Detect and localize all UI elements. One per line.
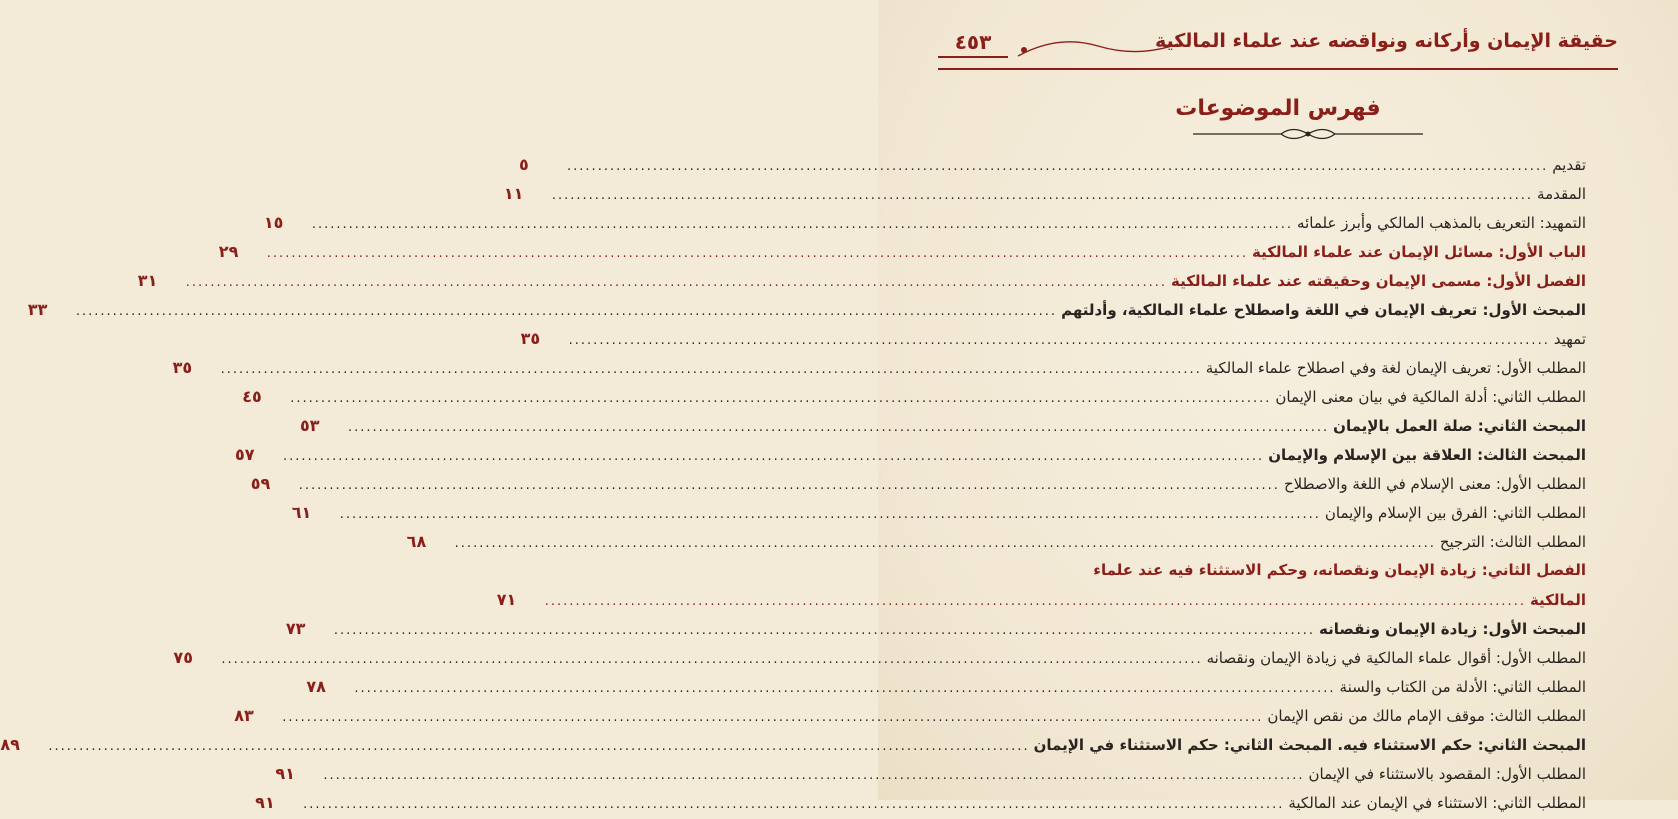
dot-leader — [312, 210, 1293, 239]
toc-entry[interactable] — [250, 469, 1586, 498]
toc-list — [0, 150, 1586, 817]
toc-entry[interactable] — [496, 556, 1586, 614]
dot-leader — [334, 616, 1315, 645]
toc-entry[interactable] — [300, 411, 1586, 440]
toc-entry[interactable] — [172, 353, 1586, 382]
dot-leader — [221, 355, 1202, 384]
toc-page-number: ٣٥ — [172, 358, 193, 377]
dot-leader — [290, 384, 1271, 413]
toc-entry-label: المبحث الثاني: حكم الاستثناء فيه. المبحث الثاني: حكم الاستثناء في الإيمان — [1033, 736, 1586, 754]
toc-entry-label: المطلب الثاني: الاستثناء في الإيمان عند المالكية — [1288, 794, 1586, 812]
dot-leader — [340, 500, 1321, 529]
toc-entry-label: تمهيد — [1553, 330, 1586, 348]
toc-entry[interactable] — [0, 730, 1586, 759]
page-number: ٤٥٣ — [938, 30, 1008, 58]
toc-entry[interactable] — [218, 237, 1586, 266]
toc-entry[interactable] — [406, 527, 1586, 556]
dot-leader — [267, 239, 1248, 268]
toc-entry[interactable] — [291, 498, 1586, 527]
toc-page-number: ٢٩ — [218, 242, 239, 261]
toc-entry-label: تقديم — [1552, 156, 1586, 174]
dot-leader — [569, 326, 1550, 355]
toc-entry-label: المبحث الثاني: صلة العمل بالإيمان — [1333, 417, 1586, 435]
dot-leader — [545, 587, 1526, 616]
dot-leader — [552, 181, 1533, 210]
toc-page-number: ١٥ — [263, 213, 284, 232]
toc-entry-label: المبحث الثالث: العلاقة بين الإسلام والإيمان — [1268, 446, 1586, 464]
toc-entry-label: المطلب الأول: المقصود بالاستثناء في الإيمان — [1308, 765, 1586, 783]
toc-page-number: ٤٥ — [242, 387, 262, 406]
toc-entry-label: المطلب الأول: تعريف الإيمان لغة وفي اصطلاح علماء المالكية — [1205, 359, 1586, 377]
toc-entry[interactable] — [27, 295, 1586, 324]
toc-page-number: ٥٧ — [235, 445, 255, 464]
toc-page-number: ٣٣ — [27, 300, 48, 319]
toc-page-number: ٨٣ — [234, 706, 254, 725]
toc-entry-label: التمهيد: التعريف بالمذهب المالكي وأبرز علمائه — [1297, 214, 1586, 232]
toc-page-number: ٥ — [519, 155, 529, 174]
toc-page-number: ٦٨ — [406, 532, 427, 551]
toc-entry[interactable] — [235, 440, 1586, 469]
toc-entry-label-continued: المالكية — [1529, 591, 1586, 609]
dot-leader — [348, 413, 1329, 442]
dot-leader — [299, 471, 1280, 500]
toc-entry-label: الفصل الثاني: زيادة الإيمان ونقصانه، وحكم الاستثناء فيه عند علماء — [1093, 561, 1586, 579]
toc-page-number: ٧٣ — [285, 619, 306, 638]
dot-leader — [567, 152, 1548, 181]
toc-entry-label: المطلب الثالث: الترجيح — [1439, 533, 1586, 551]
toc-title: فهرس الموضوعات — [1175, 96, 1381, 121]
toc-entry[interactable] — [173, 643, 1586, 672]
toc-page-number: ٧١ — [496, 590, 517, 609]
toc-page-number: ٧٨ — [306, 677, 326, 696]
toc-entry[interactable] — [242, 382, 1586, 411]
toc-page-number: ١١ — [503, 184, 524, 203]
toc-page-number: ٨٩ — [0, 735, 20, 754]
toc-entry[interactable] — [285, 614, 1586, 643]
toc-page-number: ٦١ — [291, 503, 312, 522]
dot-leader — [283, 442, 1264, 471]
dot-leader — [282, 703, 1263, 732]
dot-leader — [323, 761, 1304, 790]
toc-entry-label: المبحث الأول: تعريف الإيمان في اللغة واصطلاح علماء المالكية، وأدلتهم — [1061, 301, 1586, 319]
toc-entry-label: المطلب الأول: أقوال علماء المالكية في زيادة الإيمان ونقصانه — [1206, 649, 1586, 667]
dot-leader — [455, 529, 1436, 558]
header-ornament-icon — [1018, 26, 1558, 62]
toc-page-number: ٩١ — [275, 764, 295, 783]
dot-leader — [303, 790, 1284, 819]
toc-entry-label: المبحث الأول: زيادة الإيمان ونقصانه — [1319, 620, 1586, 638]
toc-page-number: ٥٩ — [250, 474, 271, 493]
toc-page-number: ٣٥ — [520, 329, 541, 348]
toc-entry-label: المطلب الأول: معنى الإسلام في اللغة والاصطلاح — [1283, 475, 1586, 493]
toc-entry[interactable] — [519, 150, 1586, 179]
toc-entry-label: المقدمة — [1537, 185, 1586, 203]
toc-entry-label: المطلب الثاني: الأدلة من الكتاب والسنة — [1339, 678, 1586, 696]
toc-page-number: ٥٣ — [300, 416, 320, 435]
toc-entry[interactable] — [263, 208, 1586, 237]
toc-entry[interactable] — [306, 672, 1586, 701]
toc-entry-label: المطلب الثاني: الفرق بين الإسلام والإيمان — [1324, 504, 1586, 522]
toc-entry[interactable] — [275, 759, 1586, 788]
toc-entry[interactable] — [520, 324, 1586, 353]
dot-leader — [48, 732, 1029, 761]
toc-page-number: ٣١ — [137, 271, 158, 290]
toc-entry-label: الباب الأول: مسائل الإيمان عند علماء المالكية — [1251, 243, 1586, 261]
toc-entry-label: المطلب الثالث: موقف الإمام مالك من نقص الإيمان — [1267, 707, 1586, 725]
toc-entry[interactable] — [234, 701, 1586, 730]
dot-leader — [221, 645, 1202, 674]
toc-entry[interactable] — [137, 266, 1586, 295]
running-title: حقيقة الإيمان وأركانه ونواقضه عند علماء المالكية — [1154, 30, 1618, 52]
toc-entry[interactable] — [255, 788, 1586, 817]
toc-entry[interactable] — [503, 179, 1586, 208]
toc-entry-label: المطلب الثاني: أدلة المالكية في بيان معنى الإيمان — [1275, 388, 1586, 406]
toc-entry-label: الفصل الأول: مسمى الإيمان وحقيقته عند علماء المالكية — [1170, 272, 1586, 290]
dot-leader — [186, 268, 1167, 297]
toc-page-number: ٩١ — [255, 793, 275, 812]
page-header — [938, 26, 1618, 66]
dot-leader — [354, 674, 1335, 703]
header-rule — [938, 68, 1618, 70]
toc-page-number: ٧٥ — [173, 648, 193, 667]
dot-leader — [76, 297, 1057, 326]
title-ornament-icon — [1193, 123, 1423, 145]
